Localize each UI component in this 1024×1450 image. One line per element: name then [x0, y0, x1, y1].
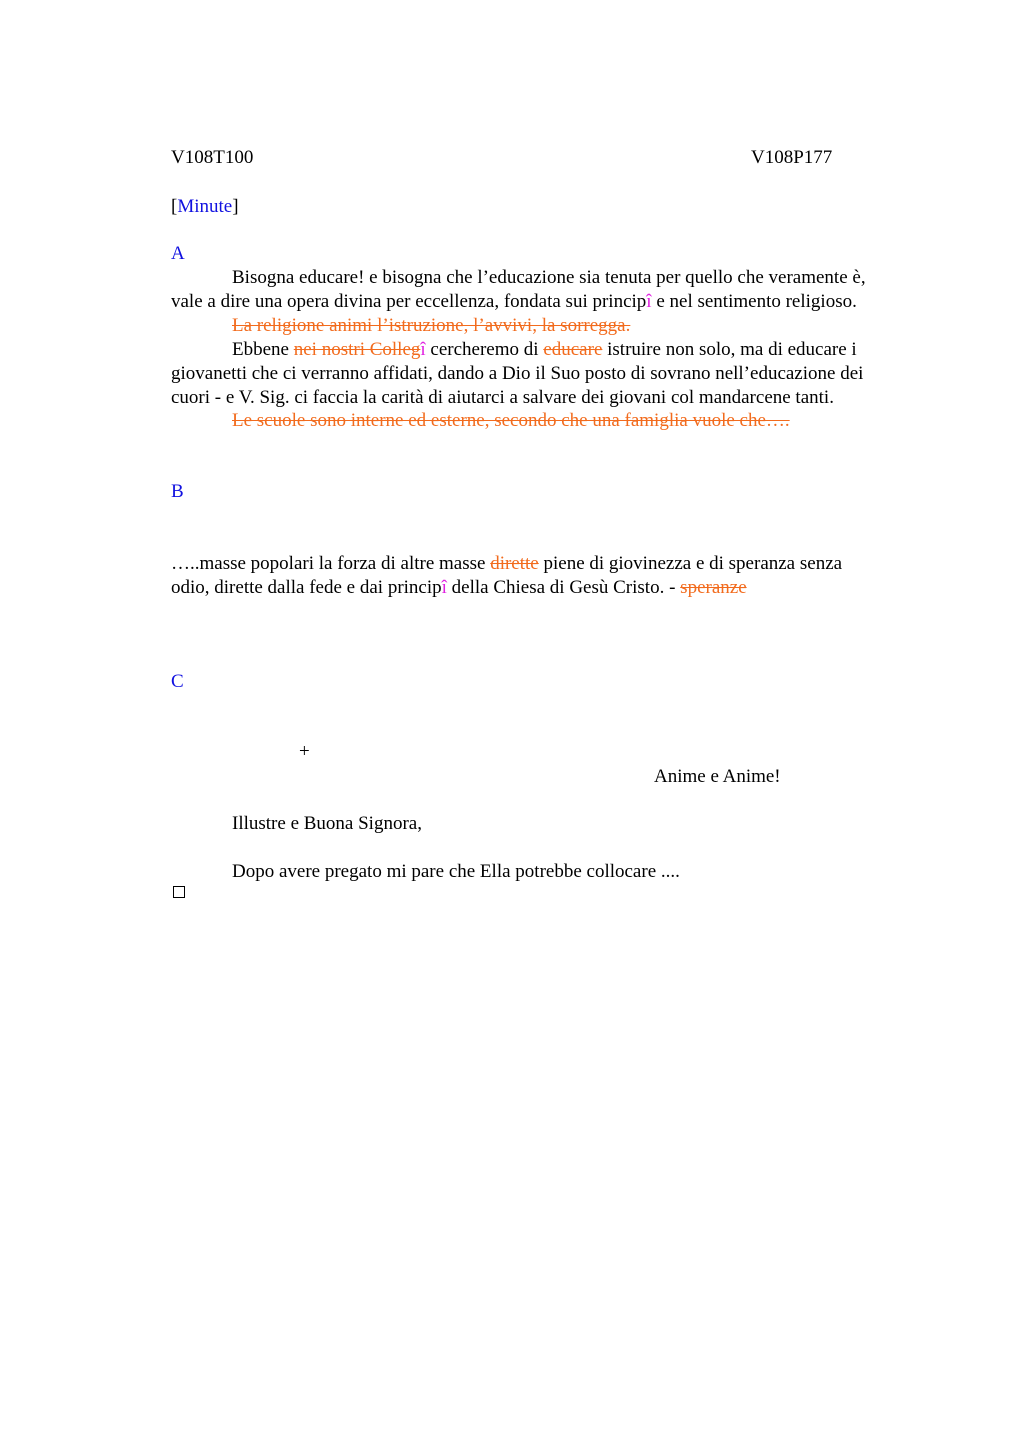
- section-c-label: C: [171, 671, 184, 692]
- correction-mark: î: [646, 291, 652, 312]
- section-a-line-1: Bisogna educare! e bisogna che l’educazione sia tenuta per quello che veramente è,: [232, 267, 866, 288]
- section-a-deleted-line: La religione animi l’istruzione, l’avvivi, la sorregga.: [232, 315, 631, 336]
- section-a-line-5: giovanetti che ci verranno affidati, dando a Dio il Suo posto di sovrano nell’educazione dei: [171, 363, 864, 384]
- cross-symbol: +: [299, 741, 310, 762]
- deleted-text: dirette: [490, 553, 539, 574]
- document-title: [171, 195, 239, 219]
- section-a-line-2: [171, 290, 857, 314]
- section-a-deleted-line-2: Le scuole sono interne ed esterne, secondo che una famiglia vuole che….: [232, 410, 790, 431]
- text-run: vale a dire una opera divina per eccellenza, fondata sui princip: [171, 291, 647, 312]
- title-word: Minute: [177, 196, 233, 217]
- text-run: istruire non solo, ma di educare i: [602, 339, 857, 360]
- section-b-line-2: [171, 576, 747, 600]
- text-run: e nel sentimento religioso.: [651, 291, 857, 312]
- correction-mark: î: [420, 339, 426, 360]
- left-code: V108T100: [171, 147, 254, 168]
- motto: Anime e Anime!: [654, 766, 781, 787]
- title-close-bracket: ]: [232, 196, 239, 217]
- title-open-bracket: [: [171, 196, 178, 217]
- salutation: Illustre e Buona Signora,: [232, 813, 422, 834]
- letter-body: Dopo avere pregato mi pare che Ella potrebbe collocare ....: [232, 861, 680, 882]
- text-run: Ebbene: [232, 339, 294, 360]
- section-a-line-6: cuori - e V. Sig. ci faccia la carità di aiutarci a salvare dei giovani col mandarcene tanti.: [171, 387, 834, 408]
- section-b-line-1: [171, 552, 842, 576]
- deleted-text: educare: [543, 339, 603, 360]
- text-run: della Chiesa di Gesù Cristo. -: [446, 577, 681, 598]
- section-b-label: B: [171, 481, 184, 502]
- correction-mark: î: [441, 577, 447, 598]
- text-run: piene di giovinezza e di speranza senza: [538, 553, 843, 574]
- section-a-label: A: [171, 243, 185, 264]
- text-run: cercheremo di: [425, 339, 544, 360]
- deleted-text: nei nostri Colleg: [293, 339, 421, 360]
- right-code: V108P177: [751, 147, 833, 168]
- text-run: odio, dirette dalla fede e dai princip: [171, 577, 442, 598]
- deleted-text: speranze: [680, 577, 747, 598]
- text-run: …..masse popolari la forza di altre masse: [171, 553, 491, 574]
- section-a-line-4: [232, 338, 857, 362]
- checkbox-square-icon: [173, 886, 185, 898]
